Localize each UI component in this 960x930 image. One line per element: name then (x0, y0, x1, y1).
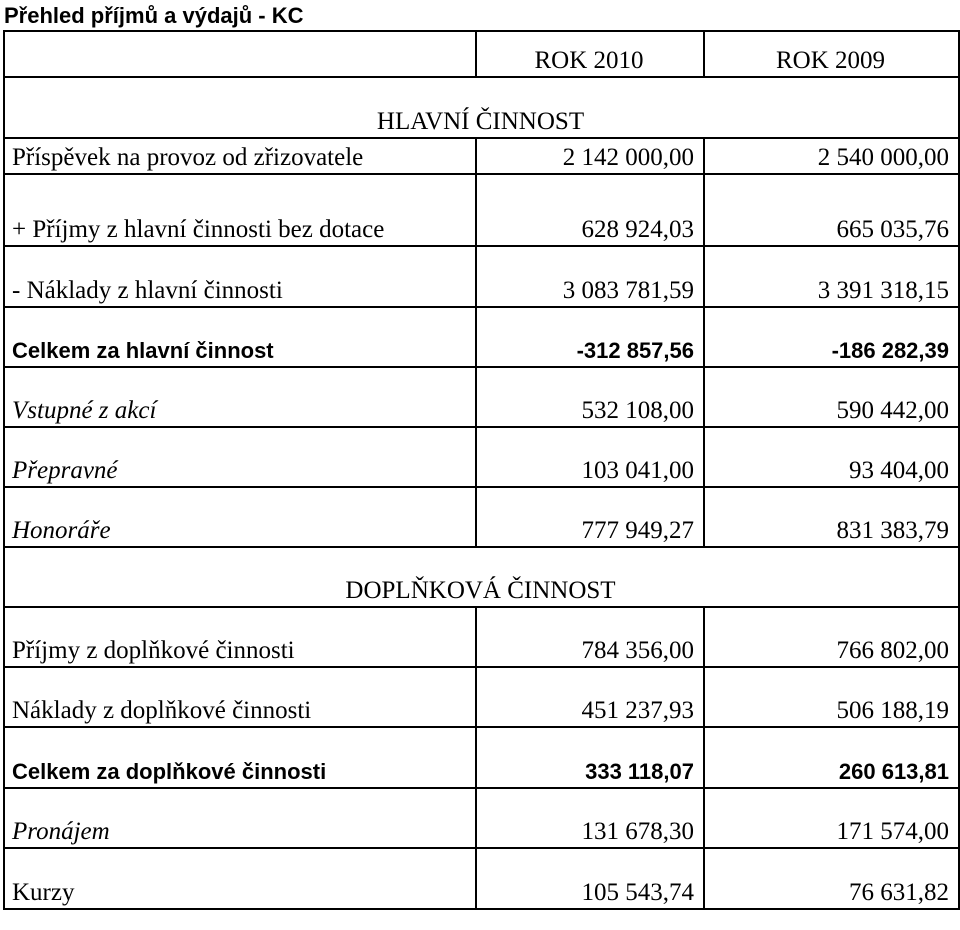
value-2009: -186 282,39 (704, 307, 959, 367)
total-row-secondary (4, 727, 959, 788)
total-row-main (4, 307, 959, 367)
header-row (4, 31, 959, 77)
value-2010: 628 924,03 (476, 174, 704, 246)
table-row (4, 367, 959, 427)
section-row-secondary (4, 547, 959, 607)
value-2010: -312 857,56 (476, 307, 704, 367)
row-label: Pronájem (4, 788, 476, 848)
value-2010: 3 083 781,59 (476, 246, 704, 307)
column-header-2009: ROK 2009 (704, 31, 959, 77)
row-label: Příspěvek na provoz od zřizovatele (4, 138, 476, 174)
value-2010: 451 237,93 (476, 667, 704, 727)
value-2009: 831 383,79 (704, 487, 959, 547)
table-row (4, 138, 959, 174)
value-2010: 131 678,30 (476, 788, 704, 848)
row-label: Honoráře (4, 487, 476, 547)
section-heading-secondary: DOPLŇKOVÁ ČINNOST (4, 547, 959, 607)
value-2009: 76 631,82 (704, 848, 959, 909)
row-label: Vstupné z akcí (4, 367, 476, 427)
column-header-2010: ROK 2010 (476, 31, 704, 77)
header-empty-cell (4, 31, 476, 77)
table-row (4, 848, 959, 909)
value-2009: 171 574,00 (704, 788, 959, 848)
value-2009: 506 188,19 (704, 667, 959, 727)
value-2009: 590 442,00 (704, 367, 959, 427)
row-label: Celkem za hlavní činnost (4, 307, 476, 367)
row-label: - Náklady z hlavní činnosti (4, 246, 476, 307)
value-2010: 777 949,27 (476, 487, 704, 547)
table-row (4, 788, 959, 848)
table-row (4, 607, 959, 667)
table-row (4, 667, 959, 727)
value-2009: 665 035,76 (704, 174, 959, 246)
income-expense-table (3, 30, 960, 910)
value-2010: 103 041,00 (476, 427, 704, 487)
value-2010: 333 118,07 (476, 727, 704, 788)
value-2009: 2 540 000,00 (704, 138, 959, 174)
value-2009: 3 391 318,15 (704, 246, 959, 307)
value-2010: 2 142 000,00 (476, 138, 704, 174)
value-2010: 532 108,00 (476, 367, 704, 427)
table-row (4, 487, 959, 547)
table-row (4, 427, 959, 487)
row-label: Celkem za doplňkové činnosti (4, 727, 476, 788)
row-label: Náklady z doplňkové činnosti (4, 667, 476, 727)
value-2010: 105 543,74 (476, 848, 704, 909)
row-label: Kurzy (4, 848, 476, 909)
value-2009: 93 404,00 (704, 427, 959, 487)
row-label: + Příjmy z hlavní činnosti bez dotace (4, 174, 476, 246)
table-row (4, 246, 959, 307)
section-row-main (4, 77, 959, 138)
section-heading-main: HLAVNÍ ČINNOST (4, 77, 959, 138)
value-2009: 260 613,81 (704, 727, 959, 788)
row-label: Příjmy z doplňkové činnosti (4, 607, 476, 667)
table-row (4, 174, 959, 246)
value-2009: 766 802,00 (704, 607, 959, 667)
value-2010: 784 356,00 (476, 607, 704, 667)
row-label: Přepravné (4, 427, 476, 487)
document-title: Přehled příjmů a výdajů - KC (4, 3, 304, 28)
